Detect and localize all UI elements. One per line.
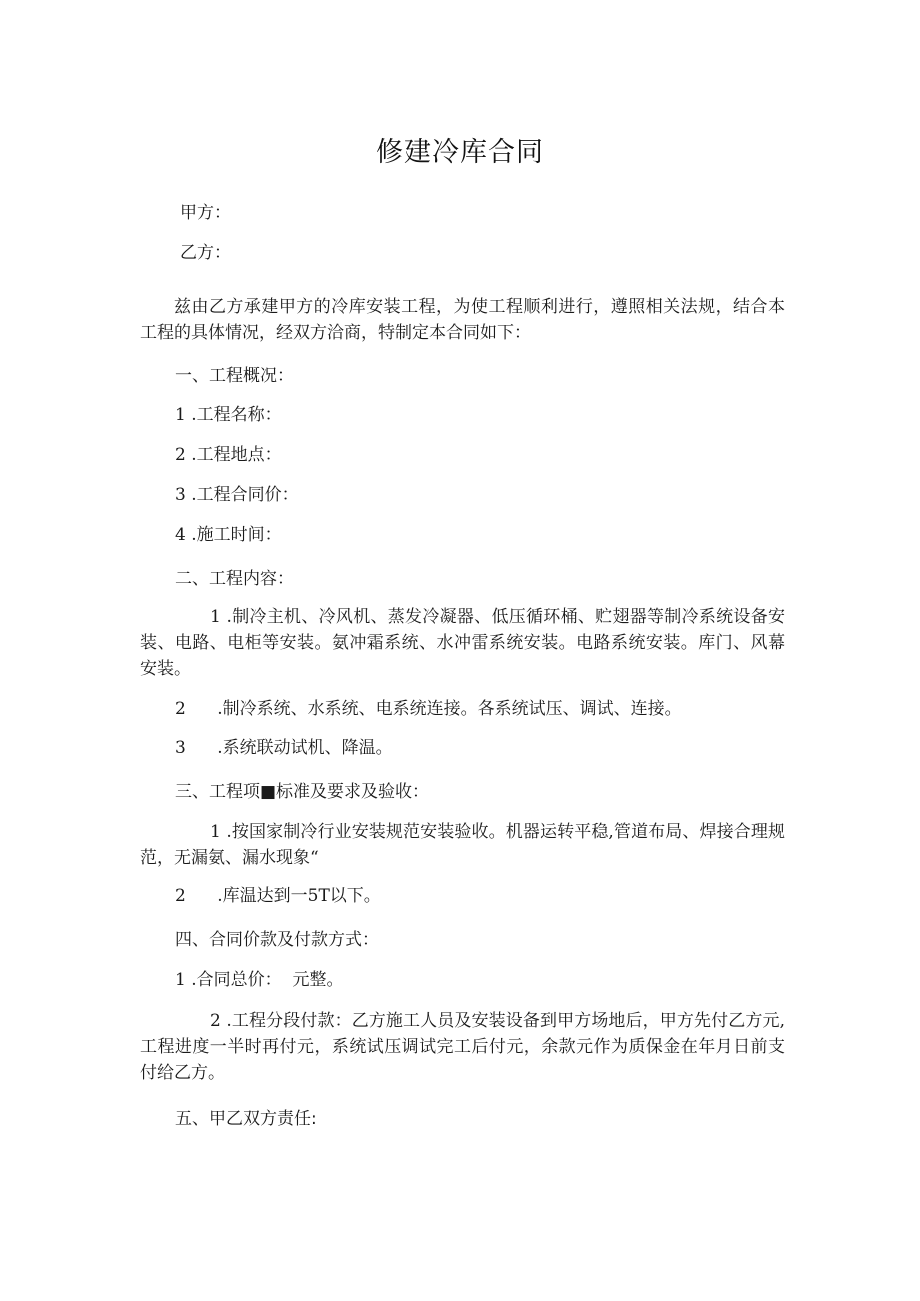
s4-item-2-number: 2: [210, 1011, 221, 1031]
s1-item-1: [175, 402, 282, 428]
s3-item-1-text: .按国家制冷行业安装规范安装验收。机器运转平稳,管道布局、焊接合理规范，无漏氨、漏水现象“: [140, 822, 786, 868]
s3-item-2-text: .库温达到一5T以下。: [217, 886, 381, 906]
s4-item-1: [175, 967, 343, 993]
s1-item-3-text: .工程合同价：: [191, 485, 299, 505]
party-a-label: 甲方：: [180, 203, 231, 223]
s2-item-1-number: 1: [210, 607, 221, 627]
section-2-heading: 二、工程内容：: [175, 569, 294, 589]
s1-item-1-text: .工程名称：: [191, 405, 282, 425]
s2-item-2: [175, 696, 682, 722]
s1-item-2: [175, 442, 282, 468]
s1-item-2-text: .工程地点：: [191, 445, 282, 465]
s1-item-4-number: 4: [175, 525, 186, 545]
party-b-label: 乙方：: [180, 243, 231, 263]
document-title: 修建冷库合同: [376, 137, 544, 168]
section-4-heading: 四、合同价款及付款方式：: [175, 930, 379, 950]
s2-item-1-text: .制冷主机、冷风机、蒸发冷凝器、低压循环桶、贮翅器等制冷系统设备安装、电路、电柜等安装。氨冲霜系统、水冲雷系统安装。电路系统安装。库门、风幕安装。: [140, 607, 785, 679]
s2-item-3: [175, 735, 393, 761]
s2-item-2-text: .制冷系统、水系统、电系统连接。各系统试压、调试、连接。: [217, 699, 682, 719]
s2-item-3-number: 3: [175, 738, 186, 758]
s3-item-1: [140, 819, 785, 871]
s1-item-4-text: .施工时间：: [191, 525, 282, 545]
s2-item-3-text: .系统联动试机、降温。: [217, 738, 393, 758]
s2-item-2-number: 2: [175, 699, 186, 719]
section-1-heading: 一、工程概况：: [175, 366, 294, 386]
s2-item-1: [140, 604, 785, 682]
section-3-heading: 三、工程项■标准及要求及验收：: [175, 782, 430, 802]
section-5-heading: 五、甲乙双方责任:: [175, 1109, 317, 1129]
s1-item-1-number: 1: [175, 405, 186, 425]
s4-item-1-number: 1: [175, 970, 186, 990]
s4-item-2: [140, 1008, 785, 1086]
intro-paragraph: 兹由乙方承建甲方的冷库安装工程，为使工程顺利进行，遵照相关法规，结合本工程的具体情况，经双方洽商，特制定本合同如下：: [140, 297, 785, 343]
s1-item-3: [175, 482, 299, 508]
s3-item-1-number: 1: [210, 822, 221, 842]
s3-item-2: [175, 883, 381, 909]
s4-item-1-text: .合同总价： 元整。: [191, 970, 344, 990]
s1-item-2-number: 2: [175, 445, 186, 465]
s1-item-4: [175, 522, 282, 548]
s1-item-3-number: 3: [175, 485, 186, 505]
s3-item-2-number: 2: [175, 886, 186, 906]
s4-item-2-text: .工程分段付款：乙方施工人员及安装设备到甲方场地后，甲方先付乙方元,工程进度一半时再付元，系统试压调试完工后付元，余款元作为质保金在年月日前支付给乙方。: [140, 1011, 786, 1083]
